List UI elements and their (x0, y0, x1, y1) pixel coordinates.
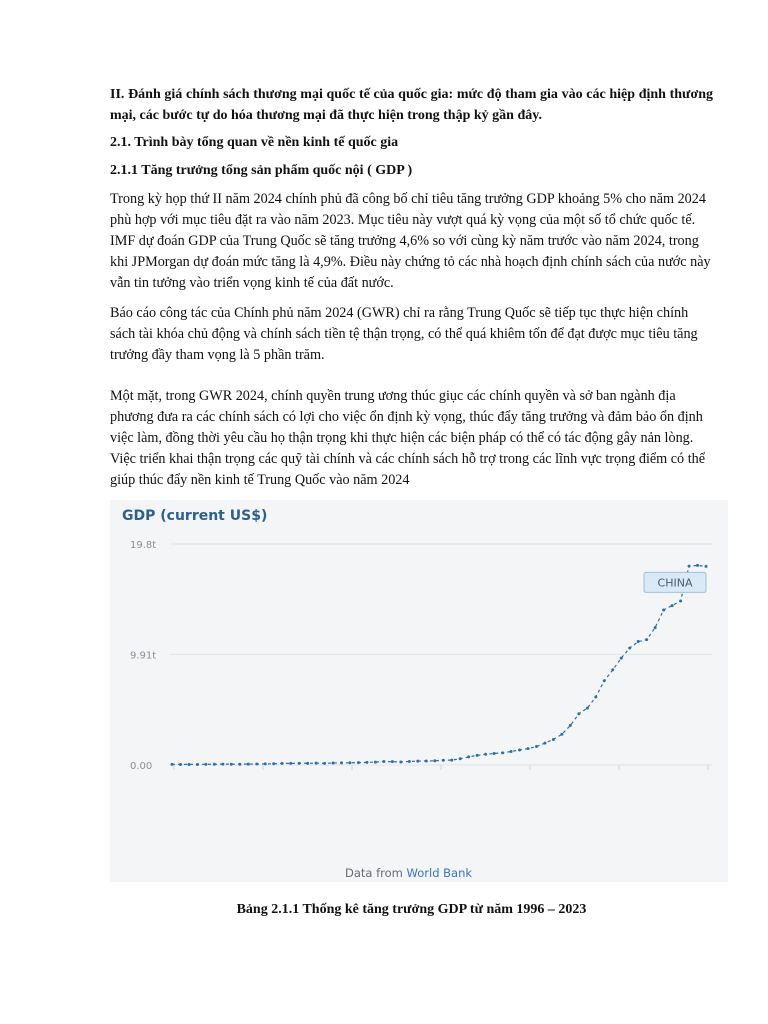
paragraph: Báo cáo công tác của Chính phủ năm 2024 (GWR) chỉ ra rằng Trung Quốc sẽ tiếp tục thực hiện chính sách tài khóa chủ động và chính sách tiền tệ thận trọng, có thể quá khiêm tốn để đạt được mục tiêu tăng trưởng đầy tham vọng là 5 phần trăm. (110, 305, 698, 363)
data-point (705, 565, 708, 568)
subsubsection-heading: 2.1.1 Tăng trưởng tổng sản phẩm quốc nội ( GDP ) (110, 163, 413, 178)
y-tick-label: 9.91t (130, 650, 157, 662)
y-tick-label: 19.8t (130, 540, 157, 551)
section-heading: II. Đánh giá chính sách thương mại quốc tế của quốc gia: mức độ tham gia vào các hiệp định thương mại, các bước tự do hóa thương mại đã thực hiện trong thập kỷ gần đây. (110, 87, 713, 123)
gdp-chart (110, 500, 728, 882)
data-point (671, 604, 674, 607)
data-point (230, 763, 233, 766)
data-point (264, 762, 267, 765)
data-point (476, 754, 479, 757)
data-point (535, 745, 538, 748)
data-point (467, 755, 470, 758)
data-point (204, 763, 207, 766)
data-point (560, 733, 563, 736)
data-point (238, 763, 241, 766)
data-point (416, 760, 419, 763)
series-line (172, 565, 706, 764)
subsection-heading: 2.1. Trình bày tổng quan về nền kinh tế quốc gia (110, 135, 399, 150)
data-point (306, 762, 309, 765)
paragraph: Trong kỳ họp thứ II năm 2024 chính phủ đã công bố chỉ tiêu tăng trưởng GDP khoảng 5% cho năm 2024 phù hợp với mục tiêu đặt ra vào năm 2023. Mục tiêu này vượt quá kỳ vọng của một số tổ chức quốc tế. IMF dự đoán GDP của Trung Quốc sẽ tăng trưởng 4,6% so với cùng kỳ năm trước vào năm 2024, trong khi JPMorgan dự đoán mức tăng là 4,9%. Điều này chứng tỏ các nhà hoạch định chính sách của nước này vẫn tin tưởng vào triển vọng kinh tế của đất nước. (110, 191, 711, 291)
data-point (594, 696, 597, 699)
data-point (323, 762, 326, 765)
data-point (688, 565, 691, 568)
source-text: Data from World Bank (345, 866, 473, 880)
document-body (110, 84, 713, 500)
data-point (357, 761, 360, 764)
y-tick-label: 0.00 (130, 761, 153, 772)
data-point (654, 626, 657, 629)
data-point (569, 724, 572, 727)
data-point (349, 761, 352, 764)
data-point (298, 762, 301, 765)
series-label: CHINA (657, 576, 693, 590)
data-point (611, 668, 614, 671)
data-point (374, 761, 377, 764)
data-point (187, 763, 190, 766)
figure-caption: Bảng 2.1.1 Thống kê tăng trưởng GDP từ năm 1996 – 2023 (236, 902, 587, 917)
paragraph: Một mặt, trong GWR 2024, chính quyền trung ương thúc giục các chính quyền và sở ban ngành địa phương đưa ra các chính sách có lợi cho việc ổn định kỳ vọng, thúc đẩy tăng trưởng và đảm bảo ổn định việc làm, đồng thời yêu cầu họ thận trọng khi thực hiện các biện pháp có thể có tác động gây nản lòng. Việc triển khai thận trọng các quỹ tài chính và các chính sách hỗ trợ trong các lĩnh vực trọng điểm có thể giúp thúc đẩy nền kinh tế Trung Quốc vào năm 2024 (110, 388, 706, 488)
data-point (382, 760, 385, 763)
data-point (425, 759, 428, 762)
data-point (289, 762, 292, 765)
data-point (340, 761, 343, 764)
data-point (281, 762, 284, 765)
data-point (272, 762, 275, 765)
data-point (603, 679, 606, 682)
data-point (332, 761, 335, 764)
data-point (391, 760, 394, 763)
data-point (552, 738, 555, 741)
data-point (628, 647, 631, 650)
data-point (679, 600, 682, 603)
data-point (696, 564, 699, 567)
data-point (433, 759, 436, 762)
data-point (255, 762, 258, 765)
data-point (315, 762, 318, 765)
data-point (518, 749, 521, 752)
data-point (408, 760, 411, 763)
source-link[interactable]: World Bank (406, 866, 473, 880)
data-point (459, 757, 462, 760)
data-point (577, 712, 580, 715)
data-point (247, 763, 250, 766)
data-point (493, 752, 496, 755)
data-point (510, 750, 513, 753)
data-point (586, 707, 589, 710)
data-point (442, 759, 445, 762)
data-point (645, 638, 648, 641)
data-point (179, 763, 182, 766)
data-point (501, 751, 504, 754)
data-point (365, 761, 368, 764)
data-point (662, 608, 665, 611)
data-point (637, 640, 640, 643)
chart-title: GDP (current US$) (122, 508, 268, 524)
data-point (196, 763, 199, 766)
gdp-chart-svg (110, 500, 728, 882)
data-point (450, 759, 453, 762)
data-point (213, 763, 216, 766)
data-point (484, 753, 487, 756)
data-point (620, 657, 623, 660)
data-point (221, 763, 224, 766)
data-point (171, 763, 174, 766)
data-point (527, 747, 530, 750)
data-point (543, 742, 546, 745)
data-point (399, 760, 402, 763)
